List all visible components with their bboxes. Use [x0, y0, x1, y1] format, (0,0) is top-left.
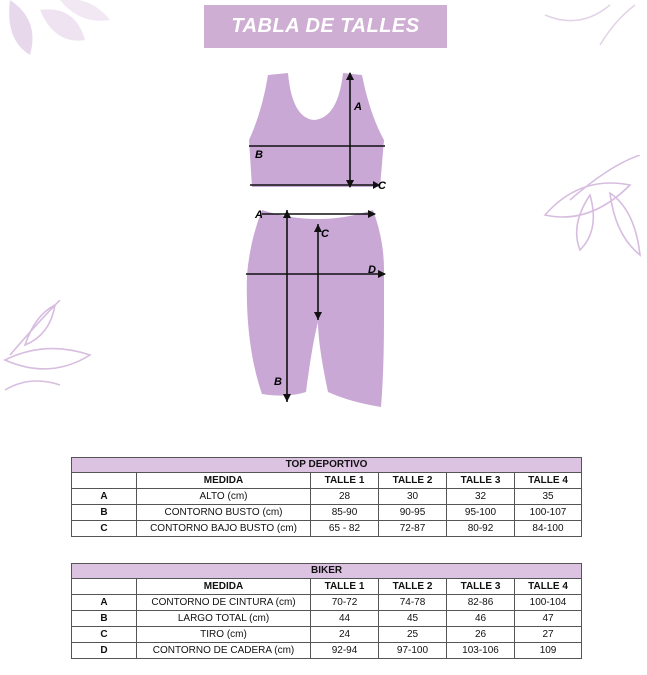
- table-row: [72, 595, 582, 611]
- row-talle-4: 109: [515, 643, 582, 659]
- table-row: [72, 627, 582, 643]
- table-header-row: [72, 579, 582, 595]
- row-letter: C: [72, 521, 137, 537]
- row-talle-4: 100-107: [515, 505, 582, 521]
- row-talle-1: 28: [311, 489, 379, 505]
- table-row: [72, 643, 582, 659]
- row-talle-2: 74-78: [379, 595, 447, 611]
- header-talle-2: TALLE 2: [379, 473, 447, 489]
- biker-label-b: B: [274, 376, 282, 388]
- row-talle-3: 80-92: [447, 521, 515, 537]
- header-talle-3: TALLE 3: [447, 579, 515, 595]
- row-talle-2: 97-100: [379, 643, 447, 659]
- row-medida: ALTO (cm): [137, 489, 311, 505]
- row-talle-1: 44: [311, 611, 379, 627]
- row-talle-2: 30: [379, 489, 447, 505]
- row-medida: CONTORNO DE CADERA (cm): [137, 643, 311, 659]
- row-talle-1: 65 - 82: [311, 521, 379, 537]
- header-talle-2: TALLE 2: [379, 579, 447, 595]
- row-talle-1: 70-72: [311, 595, 379, 611]
- row-talle-1: 85-90: [311, 505, 379, 521]
- row-talle-3: 95-100: [447, 505, 515, 521]
- biker-diagram: [246, 209, 386, 407]
- header-letter: [72, 579, 137, 595]
- header-letter: [72, 473, 137, 489]
- row-letter: A: [72, 489, 137, 505]
- row-talle-1: 92-94: [311, 643, 379, 659]
- biker-label-d: D: [368, 264, 376, 276]
- table-row: [72, 611, 582, 627]
- header-talle-4: TALLE 4: [515, 473, 582, 489]
- top-deportivo-diagram: [249, 72, 387, 192]
- table-row: [72, 489, 582, 505]
- row-talle-2: 25: [379, 627, 447, 643]
- header-talle-1: TALLE 1: [311, 579, 379, 595]
- row-medida: CONTORNO DE CINTURA (cm): [137, 595, 311, 611]
- row-talle-4: 100-104: [515, 595, 582, 611]
- row-letter: D: [72, 643, 137, 659]
- row-letter: A: [72, 595, 137, 611]
- row-talle-3: 32: [447, 489, 515, 505]
- row-talle-4: 27: [515, 627, 582, 643]
- row-talle-3: 46: [447, 611, 515, 627]
- row-letter: B: [72, 611, 137, 627]
- row-talle-4: 84-100: [515, 521, 582, 537]
- top-garment-shape: [249, 73, 384, 187]
- top-label-a: A: [354, 101, 362, 113]
- row-talle-4: 47: [515, 611, 582, 627]
- row-talle-3: 26: [447, 627, 515, 643]
- row-talle-4: 35: [515, 489, 582, 505]
- table-row: [72, 521, 582, 537]
- row-talle-2: 72-87: [379, 521, 447, 537]
- header-medida: MEDIDA: [137, 579, 311, 595]
- header-talle-4: TALLE 4: [515, 579, 582, 595]
- table-caption: BIKER: [72, 564, 582, 579]
- row-medida: TIRO (cm): [137, 627, 311, 643]
- row-letter: B: [72, 505, 137, 521]
- row-talle-2: 90-95: [379, 505, 447, 521]
- header-talle-1: TALLE 1: [311, 473, 379, 489]
- row-letter: C: [72, 627, 137, 643]
- size-table-top-deportivo: [71, 457, 582, 537]
- row-talle-3: 103-106: [447, 643, 515, 659]
- page-title: TABLA DE TALLES: [231, 15, 420, 37]
- biker-label-c: C: [321, 228, 329, 240]
- table-header-row: [72, 473, 582, 489]
- header-medida: MEDIDA: [137, 473, 311, 489]
- table-caption: TOP DEPORTIVO: [72, 458, 582, 473]
- header-talle-3: TALLE 3: [447, 473, 515, 489]
- biker-garment-shape: [247, 210, 384, 407]
- row-medida: CONTORNO BUSTO (cm): [137, 505, 311, 521]
- table-row: [72, 505, 582, 521]
- size-table-biker: [71, 563, 582, 659]
- row-medida: CONTORNO BAJO BUSTO (cm): [137, 521, 311, 537]
- biker-label-a: A: [255, 209, 263, 221]
- row-medida: LARGO TOTAL (cm): [137, 611, 311, 627]
- top-label-b: B: [255, 149, 263, 161]
- row-talle-3: 82-86: [447, 595, 515, 611]
- row-talle-1: 24: [311, 627, 379, 643]
- top-label-c: C: [378, 180, 386, 192]
- row-talle-2: 45: [379, 611, 447, 627]
